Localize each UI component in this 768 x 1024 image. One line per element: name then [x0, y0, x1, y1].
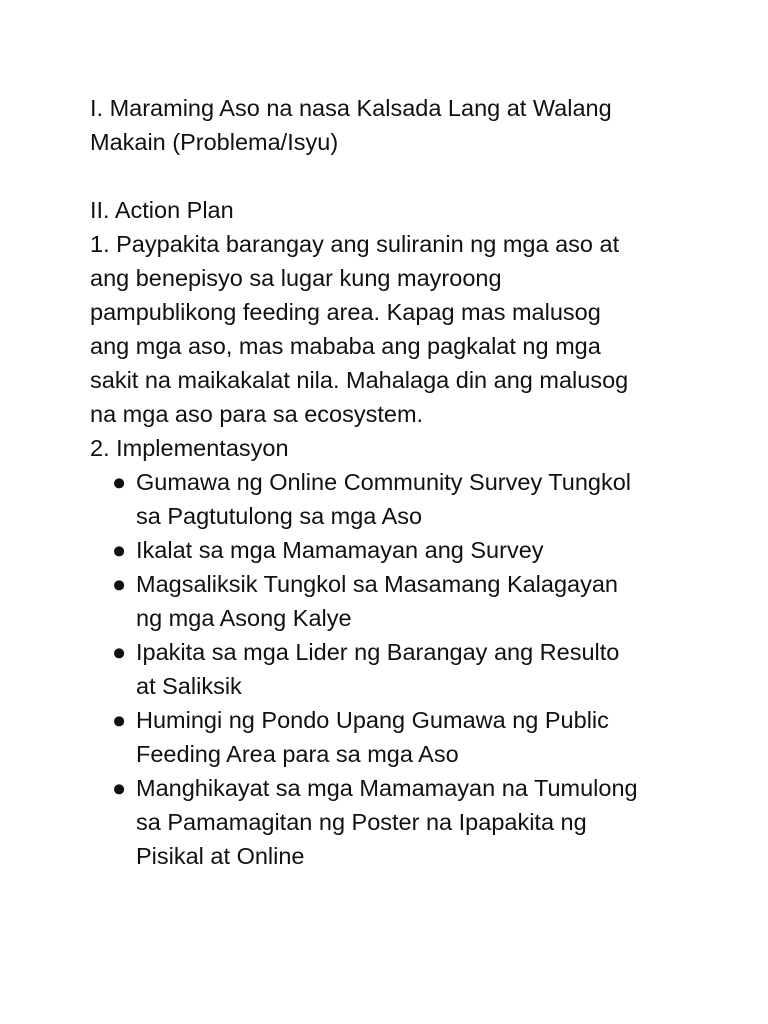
bullet-4-line-2: at Saliksik: [136, 673, 242, 699]
section-1-title-line-1: I. Maraming Aso na nasa Kalsada Lang at Walang: [90, 95, 612, 121]
list-item: [90, 465, 690, 533]
bullet-icon: ●: [112, 537, 127, 563]
item-1-line-5: sakit na maikakalat nila. Mahalaga din ang malusog: [90, 367, 629, 393]
implementation-heading: 2. Implementasyon: [90, 435, 289, 461]
bullet-5-line-2: Feeding Area para sa mga Aso: [136, 741, 459, 767]
bullet-2-line-1: Ikalat sa mga Mamamayan ang Survey: [136, 537, 544, 563]
bullet-icon: ●: [112, 469, 127, 495]
bullet-1-line-2: sa Pagtutulong sa mga Aso: [136, 503, 423, 529]
document-content: [90, 91, 690, 873]
section-2-heading: II. Action Plan: [90, 197, 234, 223]
item-1-line-6: na mga aso para sa ecosystem.: [90, 401, 424, 427]
bullet-6-line-1: Manghikayat sa mga Mamamayan na Tumulong: [136, 775, 638, 801]
bullet-3-line-1: Magsaliksik Tungkol sa Masamang Kalagayan: [136, 571, 619, 597]
bullet-icon: ●: [112, 639, 127, 665]
implementation-bullet-list: [90, 465, 690, 873]
item-1-line-4: ang mga aso, mas mababa ang pagkalat ng mga: [90, 333, 601, 359]
section-1-title-line-2: Makain (Problema/Isyu): [90, 129, 339, 155]
bullet-3-line-2: ng mga Asong Kalye: [136, 605, 352, 631]
list-item: [90, 703, 690, 771]
blank-line: [90, 159, 690, 193]
item-1-line-1: 1. Paypakita barangay ang suliranin ng mga aso at: [90, 231, 620, 257]
list-item: [90, 533, 690, 567]
list-item: [90, 771, 690, 873]
list-item: [90, 635, 690, 703]
bullet-6-line-3: Pisikal at Online: [136, 843, 305, 869]
bullet-icon: ●: [112, 707, 127, 733]
bullet-5-line-1: Humingi ng Pondo Upang Gumawa ng Public: [136, 707, 609, 733]
action-plan-item-1: [90, 227, 690, 431]
item-1-line-2: ang benepisyo sa lugar kung mayroong: [90, 265, 502, 291]
bullet-1-line-1: Gumawa ng Online Community Survey Tungkol: [136, 469, 632, 495]
bullet-4-line-1: Ipakita sa mga Lider ng Barangay ang Resulto: [136, 639, 620, 665]
bullet-icon: ●: [112, 571, 127, 597]
section-1-title: [90, 91, 690, 159]
list-item: [90, 567, 690, 635]
item-1-line-3: pampublikong feeding area. Kapag mas malusog: [90, 299, 601, 325]
bullet-6-line-2: sa Pamamagitan ng Poster na Ipapakita ng: [136, 809, 587, 835]
bullet-icon: ●: [112, 775, 127, 801]
